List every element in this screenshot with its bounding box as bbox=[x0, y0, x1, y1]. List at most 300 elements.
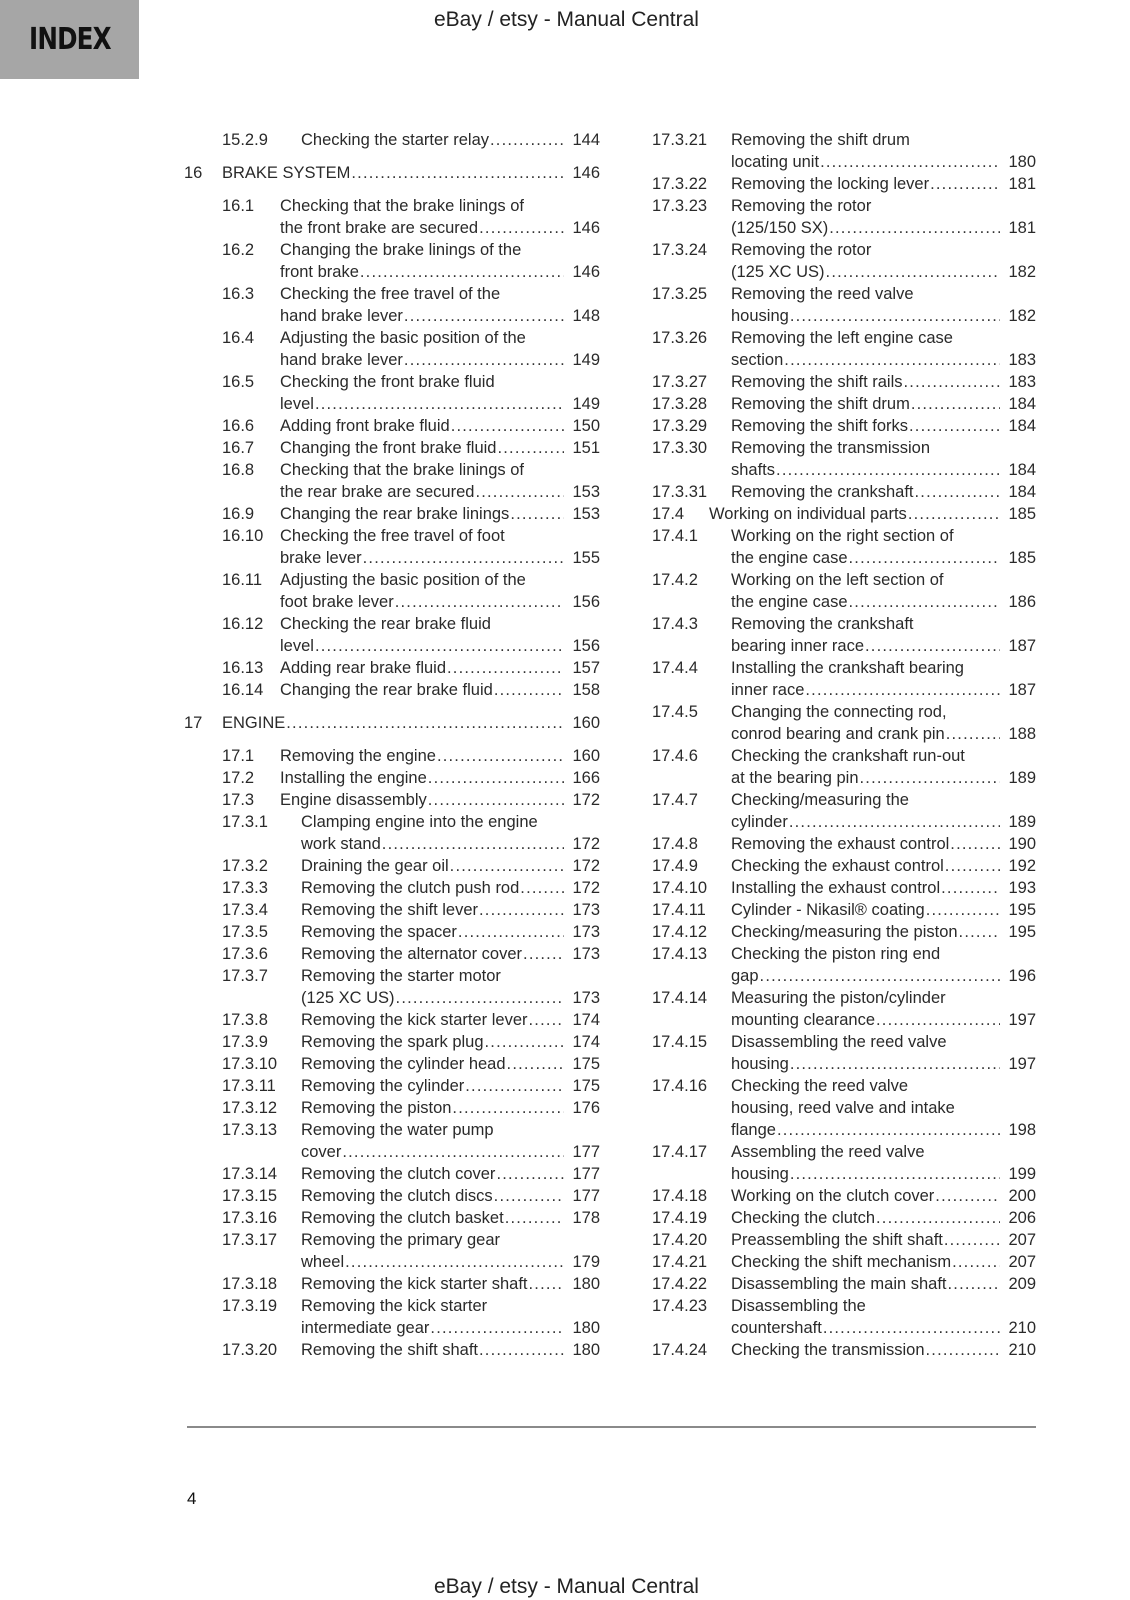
toc-entry[interactable] bbox=[652, 701, 1036, 745]
toc-entry-number: 15.2.9 bbox=[222, 131, 268, 149]
toc-entry-page: 175 bbox=[572, 1055, 600, 1073]
toc-entry[interactable] bbox=[652, 943, 1036, 987]
toc-entry-title: Checking the starter relay bbox=[301, 131, 490, 149]
toc-entry-title: locating unit bbox=[731, 153, 820, 171]
toc-entry-number: 17.3.15 bbox=[222, 1187, 278, 1205]
dot-leader bbox=[465, 1075, 564, 1097]
toc-entry-title: intermediate gear bbox=[301, 1319, 430, 1337]
dot-leader bbox=[876, 1009, 1000, 1031]
toc-entry[interactable] bbox=[187, 1075, 600, 1097]
toc-entry[interactable] bbox=[187, 1053, 600, 1075]
toc-entry-page: 198 bbox=[1008, 1121, 1036, 1139]
toc-entry-page: 184 bbox=[1008, 461, 1036, 479]
dot-leader bbox=[505, 1207, 564, 1229]
toc-entry-number: 17.3.2 bbox=[222, 857, 268, 875]
toc-entry-title: Removing the cylinder head bbox=[301, 1055, 506, 1073]
toc-entry-page: 146 bbox=[572, 219, 600, 237]
dot-leader bbox=[826, 261, 1000, 283]
toc-entry-title: brake lever bbox=[280, 549, 362, 567]
toc-entry-title-line: Measuring the piston/cylinder bbox=[731, 989, 946, 1007]
toc-entry[interactable] bbox=[652, 569, 1036, 613]
toc-entry-title: Removing the spark plug bbox=[301, 1033, 484, 1051]
toc-entry[interactable] bbox=[187, 855, 600, 877]
dot-leader bbox=[948, 1273, 1000, 1295]
toc-entry-title-line: Checking that the brake linings of bbox=[280, 461, 524, 479]
toc-entry[interactable] bbox=[652, 239, 1036, 283]
toc-entry-title: Adding rear brake fluid bbox=[280, 659, 447, 677]
toc-entry[interactable] bbox=[652, 1339, 1036, 1361]
toc-entry-number: 17.3 bbox=[222, 791, 255, 809]
toc-entry-title: Removing the spacer bbox=[301, 923, 457, 941]
toc-entry-page: 180 bbox=[572, 1319, 600, 1337]
dot-leader bbox=[908, 503, 1000, 525]
toc-entry-number: 16.1 bbox=[222, 197, 255, 215]
toc-entry[interactable] bbox=[187, 239, 600, 283]
toc-entry-title: Adding front brake fluid bbox=[280, 417, 450, 435]
toc-entry-title-line: Checking that the brake linings of bbox=[280, 197, 524, 215]
toc-entry[interactable] bbox=[652, 1185, 1036, 1207]
toc-entry-page: 180 bbox=[572, 1275, 600, 1293]
toc-entry-page: 200 bbox=[1008, 1187, 1036, 1205]
toc-entry[interactable] bbox=[187, 1273, 600, 1295]
toc-entry[interactable] bbox=[652, 657, 1036, 701]
toc-entry-title: Removing the crankshaft bbox=[731, 483, 914, 501]
dot-leader bbox=[904, 371, 1001, 393]
dot-leader bbox=[494, 1185, 564, 1207]
toc-entry-page: 209 bbox=[1008, 1275, 1036, 1293]
toc-entry[interactable] bbox=[652, 481, 1036, 503]
toc-entry-title: Removing the exhaust control bbox=[731, 835, 950, 853]
toc-entry-title-line: Working on the left section of bbox=[731, 571, 944, 589]
dot-leader bbox=[952, 1251, 1000, 1273]
toc-entry[interactable] bbox=[187, 899, 600, 921]
toc-entry[interactable] bbox=[187, 1339, 600, 1361]
toc-entry-page: 173 bbox=[572, 923, 600, 941]
toc-entry-title: (125 XC US) bbox=[731, 263, 825, 281]
toc-entry-number: 17.3.7 bbox=[222, 967, 268, 985]
dot-leader bbox=[865, 635, 1000, 657]
toc-entry[interactable] bbox=[652, 1207, 1036, 1229]
toc-entry-page: 183 bbox=[1008, 351, 1036, 369]
toc-entry-page: 210 bbox=[1008, 1341, 1036, 1359]
toc-entry-number: 17.4.19 bbox=[652, 1209, 708, 1227]
toc-entry-title: Installing the exhaust control bbox=[731, 879, 941, 897]
toc-entry-title-line: Checking the rear brake fluid bbox=[280, 615, 491, 633]
toc-entry[interactable] bbox=[187, 503, 600, 525]
toc-entry-title: Cylinder - Nikasil® coating bbox=[731, 901, 925, 919]
toc-entry-number: 17.3.21 bbox=[652, 131, 708, 149]
toc-entry-title: countershaft bbox=[731, 1319, 822, 1337]
toc-entry[interactable] bbox=[652, 525, 1036, 569]
dot-leader bbox=[935, 1185, 1000, 1207]
dot-leader bbox=[360, 261, 564, 283]
dot-leader bbox=[760, 965, 1000, 987]
toc-entry-title: Removing the locking lever bbox=[731, 175, 930, 193]
toc-entry-number: 17.3.19 bbox=[222, 1297, 278, 1315]
toc-entry-number: 17.4.17 bbox=[652, 1143, 708, 1161]
toc-entry-title: Removing the clutch discs bbox=[301, 1187, 493, 1205]
dot-leader bbox=[396, 987, 564, 1009]
toc-entry-page: 160 bbox=[572, 747, 600, 765]
dot-leader bbox=[820, 151, 1000, 173]
toc-entry-title: bearing inner race bbox=[731, 637, 864, 655]
index-tab-label: INDEX bbox=[28, 22, 111, 57]
toc-entry-page: 207 bbox=[1008, 1231, 1036, 1249]
toc-entry-page: 173 bbox=[572, 901, 600, 919]
toc-entry-title: Removing the engine bbox=[280, 747, 436, 765]
toc-entry-title: Changing the rear brake linings bbox=[280, 505, 510, 523]
toc-entry-page: 184 bbox=[1008, 417, 1036, 435]
toc-entry[interactable] bbox=[187, 371, 600, 415]
toc-entry-title: work stand bbox=[301, 835, 381, 853]
footer-divider bbox=[187, 1426, 1036, 1428]
dot-leader bbox=[790, 1053, 1000, 1075]
toc-entry[interactable] bbox=[187, 1163, 600, 1185]
toc-entry-title-line: Working on the right section of bbox=[731, 527, 954, 545]
toc-entry-number: 17.2 bbox=[222, 769, 255, 787]
toc-entry-page: 187 bbox=[1008, 637, 1036, 655]
dot-leader bbox=[315, 393, 564, 415]
toc-entry-page: 187 bbox=[1008, 681, 1036, 699]
toc-entry-number: 17.3.11 bbox=[222, 1077, 276, 1095]
toc-entry-number: 17.4.14 bbox=[652, 989, 708, 1007]
toc-entry[interactable] bbox=[652, 173, 1036, 195]
toc-entry-page: 196 bbox=[1008, 967, 1036, 985]
toc-entry-title-line: Removing the water pump bbox=[301, 1121, 494, 1139]
toc-entry-number: 17.4.21 bbox=[652, 1253, 708, 1271]
toc-entry-page: 188 bbox=[1008, 725, 1036, 743]
toc-entry-title: ENGINE bbox=[222, 714, 286, 732]
toc-entry[interactable] bbox=[652, 921, 1036, 943]
dot-leader bbox=[529, 1273, 564, 1295]
toc-entry-number: 17.3.1 bbox=[222, 813, 268, 831]
toc-entry-page: 185 bbox=[1008, 505, 1036, 523]
toc-entry[interactable] bbox=[187, 965, 600, 1009]
toc-entry-page: 177 bbox=[572, 1165, 600, 1183]
toc-entry[interactable] bbox=[187, 459, 600, 503]
toc-entry-number: 17.4.23 bbox=[652, 1297, 708, 1315]
toc-entry[interactable] bbox=[652, 745, 1036, 789]
toc-entry[interactable] bbox=[187, 745, 600, 767]
toc-entry[interactable] bbox=[652, 1273, 1036, 1295]
dot-leader bbox=[452, 1097, 564, 1119]
toc-entry-title: Changing the rear brake fluid bbox=[280, 681, 493, 699]
dot-leader bbox=[523, 943, 564, 965]
toc-entry-title-line: Checking the crankshaft run-out bbox=[731, 747, 965, 765]
toc-entry[interactable] bbox=[652, 283, 1036, 327]
toc-entry-page: 144 bbox=[572, 131, 600, 149]
toc-entry-title-line: Checking/measuring the bbox=[731, 791, 909, 809]
toc-entry[interactable] bbox=[652, 415, 1036, 437]
dot-leader bbox=[451, 415, 564, 437]
toc-entry[interactable] bbox=[652, 1251, 1036, 1273]
toc-entry[interactable] bbox=[187, 195, 600, 239]
toc-entry-title-line: Changing the connecting rod, bbox=[731, 703, 947, 721]
toc-entry[interactable] bbox=[187, 525, 600, 569]
toc-entry-number: 17.4.4 bbox=[652, 659, 698, 677]
toc-entry-title: inner race bbox=[731, 681, 805, 699]
toc-entry[interactable] bbox=[187, 1009, 600, 1031]
toc-entry-page: 177 bbox=[572, 1143, 600, 1161]
toc-entry-number: 17.4.24 bbox=[652, 1341, 708, 1359]
toc-entry[interactable] bbox=[652, 789, 1036, 833]
toc-entry-number: 16.7 bbox=[222, 439, 255, 457]
dot-leader bbox=[395, 591, 564, 613]
dot-leader bbox=[790, 305, 1000, 327]
toc-entry-page: 149 bbox=[572, 395, 600, 413]
toc-entry-title: Removing the alternator cover bbox=[301, 945, 523, 963]
toc-entry-title: the front brake are secured bbox=[280, 219, 479, 237]
index-section-tab bbox=[0, 0, 139, 79]
toc-entry-number: 17.4.10 bbox=[652, 879, 708, 897]
toc-entry[interactable] bbox=[652, 1229, 1036, 1251]
toc-entry[interactable] bbox=[652, 503, 1036, 525]
dot-leader bbox=[944, 1229, 1000, 1251]
dot-leader bbox=[946, 723, 1000, 745]
toc-entry[interactable] bbox=[652, 327, 1036, 371]
toc-entry-page: 172 bbox=[572, 879, 600, 897]
toc-entry-title: Removing the shift forks bbox=[731, 417, 908, 435]
toc-entry-page: 206 bbox=[1008, 1209, 1036, 1227]
dot-leader bbox=[342, 1141, 564, 1163]
toc-entry-page: 173 bbox=[572, 945, 600, 963]
toc-entry[interactable] bbox=[652, 1031, 1036, 1075]
toc-entry[interactable] bbox=[652, 855, 1036, 877]
toc-entry[interactable] bbox=[187, 283, 600, 327]
toc-entry-page: 157 bbox=[572, 659, 600, 677]
toc-entry[interactable] bbox=[187, 1097, 600, 1119]
toc-entry[interactable] bbox=[187, 613, 600, 657]
toc-entry-number: 17.4.18 bbox=[652, 1187, 708, 1205]
toc-entry-title-line: Checking the front brake fluid bbox=[280, 373, 495, 391]
dot-leader bbox=[428, 789, 564, 811]
toc-entry[interactable] bbox=[652, 987, 1036, 1031]
toc-entry[interactable] bbox=[187, 569, 600, 613]
toc-entry-number: 17.3.30 bbox=[652, 439, 708, 457]
toc-entry-title-line: Checking the reed valve bbox=[731, 1077, 909, 1095]
dot-leader bbox=[950, 833, 1000, 855]
toc-entry-title: Disassembling the main shaft bbox=[731, 1275, 947, 1293]
toc-entry[interactable] bbox=[652, 833, 1036, 855]
toc-entry-number: 17.3.18 bbox=[222, 1275, 278, 1293]
toc-entry-title-line: Removing the rotor bbox=[731, 241, 872, 259]
toc-entry[interactable] bbox=[187, 415, 600, 437]
toc-entry-title: Checking the clutch bbox=[731, 1209, 875, 1227]
toc-entry-number: 17.4.2 bbox=[652, 571, 698, 589]
toc-entry-page: 160 bbox=[572, 714, 600, 732]
toc-entry[interactable] bbox=[187, 129, 600, 151]
toc-column-left bbox=[184, 129, 600, 1361]
toc-entry[interactable] bbox=[187, 767, 600, 789]
toc-entry[interactable] bbox=[187, 1207, 600, 1229]
dot-leader bbox=[941, 877, 1000, 899]
toc-entry-page: 174 bbox=[572, 1033, 600, 1051]
toc-entry-title-line: Checking the piston ring end bbox=[731, 945, 941, 963]
toc-entry-title: (125 XC US) bbox=[301, 989, 395, 1007]
dot-leader bbox=[849, 547, 1000, 569]
toc-entry-page: 153 bbox=[572, 505, 600, 523]
toc-entry-number: 17.3.23 bbox=[652, 197, 708, 215]
toc-entry-title-line: Removing the starter motor bbox=[301, 967, 501, 985]
dot-leader bbox=[926, 1339, 1000, 1361]
toc-entry-title-line: Disassembling the reed valve bbox=[731, 1033, 947, 1051]
toc-entry-title: Removing the clutch cover bbox=[301, 1165, 496, 1183]
toc-entry-page: 189 bbox=[1008, 769, 1036, 787]
toc-entry[interactable] bbox=[652, 195, 1036, 239]
toc-entry-page: 180 bbox=[572, 1341, 600, 1359]
dot-leader bbox=[823, 1317, 1000, 1339]
toc-entry-number: 16.2 bbox=[222, 241, 255, 259]
toc-entry[interactable] bbox=[652, 437, 1036, 481]
toc-entry[interactable] bbox=[652, 1141, 1036, 1185]
toc-entry-title: Installing the engine bbox=[280, 769, 427, 787]
dot-leader bbox=[345, 1251, 564, 1273]
dot-leader bbox=[479, 899, 564, 921]
toc-entry[interactable] bbox=[187, 877, 600, 899]
dot-leader bbox=[911, 393, 1000, 415]
toc-entry[interactable] bbox=[652, 371, 1036, 393]
toc-entry-number: 17.3.24 bbox=[652, 241, 708, 259]
toc-entry-page: 185 bbox=[1008, 549, 1036, 567]
dot-leader bbox=[437, 745, 564, 767]
toc-entry[interactable] bbox=[652, 1295, 1036, 1339]
toc-entry[interactable] bbox=[187, 657, 600, 679]
toc-entry-title: Removing the kick starter lever bbox=[301, 1011, 528, 1029]
toc-entry-page: 192 bbox=[1008, 857, 1036, 875]
toc-entry[interactable] bbox=[187, 921, 600, 943]
toc-entry-title: level bbox=[280, 395, 314, 413]
toc-entry-number: 17.3.9 bbox=[222, 1033, 268, 1051]
toc-entry[interactable] bbox=[652, 1075, 1036, 1141]
dot-leader bbox=[909, 415, 1000, 437]
toc-entry-number: 17.3.8 bbox=[222, 1011, 268, 1029]
toc-entry-page: 186 bbox=[1008, 593, 1036, 611]
toc-entry-number: 16.13 bbox=[222, 659, 264, 677]
toc-entry-number: 17.3.3 bbox=[222, 879, 268, 897]
dot-leader bbox=[497, 437, 564, 459]
dot-leader bbox=[479, 1339, 564, 1361]
toc-entry[interactable] bbox=[652, 877, 1036, 899]
toc-entry-number: 17.3.10 bbox=[222, 1055, 278, 1073]
toc-entry-number: 17.3.4 bbox=[222, 901, 268, 919]
toc-entry-title-line: Changing the brake linings of the bbox=[280, 241, 522, 259]
toc-entry[interactable] bbox=[187, 437, 600, 459]
toc-entry-page: 172 bbox=[572, 835, 600, 853]
toc-entry-number: 17.4.3 bbox=[652, 615, 698, 633]
toc-entry-title: Checking the shift mechanism bbox=[731, 1253, 952, 1271]
toc-entry[interactable] bbox=[187, 1295, 600, 1339]
toc-entry-number: 17.4.6 bbox=[652, 747, 698, 765]
toc-entry-title: Draining the gear oil bbox=[301, 857, 449, 875]
toc-entry-number: 16.8 bbox=[222, 461, 255, 479]
toc-entry-page: 149 bbox=[572, 351, 600, 369]
toc-entry-number: 17.3.13 bbox=[222, 1121, 278, 1139]
toc-entry-page: 184 bbox=[1008, 395, 1036, 413]
toc-entry-title: Preassembling the shift shaft bbox=[731, 1231, 943, 1249]
dot-leader bbox=[789, 811, 1000, 833]
dot-leader bbox=[784, 349, 1000, 371]
toc-entry[interactable] bbox=[187, 1229, 600, 1273]
toc-entry-title-line: Adjusting the basic position of the bbox=[280, 329, 526, 347]
toc-entry-number: 16.9 bbox=[222, 505, 255, 523]
toc-entry[interactable] bbox=[187, 1119, 600, 1163]
toc-entry[interactable] bbox=[187, 943, 600, 965]
dot-leader bbox=[447, 657, 564, 679]
toc-entry[interactable] bbox=[187, 811, 600, 855]
dot-leader bbox=[485, 1031, 564, 1053]
toc-chapter-entry[interactable] bbox=[184, 712, 600, 734]
toc-entry-page: 174 bbox=[572, 1011, 600, 1029]
dot-leader bbox=[915, 481, 1000, 503]
toc-entry-number: 17.3.14 bbox=[222, 1165, 278, 1183]
toc-chapter-entry[interactable] bbox=[184, 162, 600, 184]
dot-leader bbox=[520, 877, 564, 899]
toc-entry-number: 17.4.15 bbox=[652, 1033, 708, 1051]
dot-leader bbox=[351, 162, 564, 184]
toc-entry-number: 17.4.13 bbox=[652, 945, 708, 963]
toc-entry[interactable] bbox=[187, 1185, 600, 1207]
toc-entry-page: 175 bbox=[572, 1077, 600, 1095]
toc-entry-number: 17.4 bbox=[652, 505, 685, 523]
toc-entry-number: 17.3.6 bbox=[222, 945, 268, 963]
toc-entry-title: Checking the transmission bbox=[731, 1341, 925, 1359]
toc-entry-title-line: Removing the shift drum bbox=[731, 131, 910, 149]
toc-entry-title-line: Removing the left engine case bbox=[731, 329, 953, 347]
toc-entry-number: 16.12 bbox=[222, 615, 264, 633]
toc-entry-number: 17.4.20 bbox=[652, 1231, 708, 1249]
toc-entry-number: 17.4.22 bbox=[652, 1275, 708, 1293]
toc-entry-page: 195 bbox=[1008, 901, 1036, 919]
toc-entry-title-line: Removing the rotor bbox=[731, 197, 872, 215]
toc-entry[interactable] bbox=[187, 789, 600, 811]
toc-entry-page: 207 bbox=[1008, 1253, 1036, 1271]
toc-entry-title-line: Removing the reed valve bbox=[731, 285, 914, 303]
dot-leader bbox=[490, 129, 564, 151]
toc-column-right bbox=[652, 129, 1036, 1361]
dot-leader bbox=[959, 921, 1000, 943]
toc-entry-page: 146 bbox=[572, 263, 600, 281]
toc-entry-page: 181 bbox=[1008, 219, 1036, 237]
toc-entry-number: 17.4.11 bbox=[652, 901, 706, 919]
toc-entry-title: foot brake lever bbox=[280, 593, 394, 611]
toc-entry-title: housing bbox=[731, 307, 789, 325]
toc-entry[interactable] bbox=[187, 679, 600, 701]
toc-entry[interactable] bbox=[652, 129, 1036, 173]
toc-entry[interactable] bbox=[652, 613, 1036, 657]
toc-entry-page: 155 bbox=[572, 549, 600, 567]
toc-entry-title: the engine case bbox=[731, 593, 848, 611]
toc-entry[interactable] bbox=[187, 1031, 600, 1053]
toc-entry[interactable] bbox=[652, 899, 1036, 921]
dot-leader bbox=[860, 767, 1000, 789]
toc-entry-title-line: Removing the kick starter bbox=[301, 1297, 488, 1315]
toc-entry-title: wheel bbox=[301, 1253, 345, 1271]
toc-entry-number: 17.3.31 bbox=[652, 483, 708, 501]
toc-entry-title: conrod bearing and crank pin bbox=[731, 725, 945, 743]
toc-entry-number: 17.3.29 bbox=[652, 417, 708, 435]
toc-entry-title: Removing the shift lever bbox=[301, 901, 478, 919]
toc-entry-title: cover bbox=[301, 1143, 342, 1161]
toc-entry[interactable] bbox=[187, 327, 600, 371]
toc-entry-title-line: Checking the free travel of foot bbox=[280, 527, 505, 545]
toc-entry-title: cylinder bbox=[731, 813, 788, 831]
toc-entry-title: Removing the clutch push rod bbox=[301, 879, 520, 897]
toc-entry-title-line: Removing the transmission bbox=[731, 439, 930, 457]
footer-title: eBay / etsy - Manual Central bbox=[434, 1575, 699, 1598]
toc-entry[interactable] bbox=[652, 393, 1036, 415]
toc-entry-title: the engine case bbox=[731, 549, 848, 567]
dot-leader bbox=[926, 899, 1000, 921]
